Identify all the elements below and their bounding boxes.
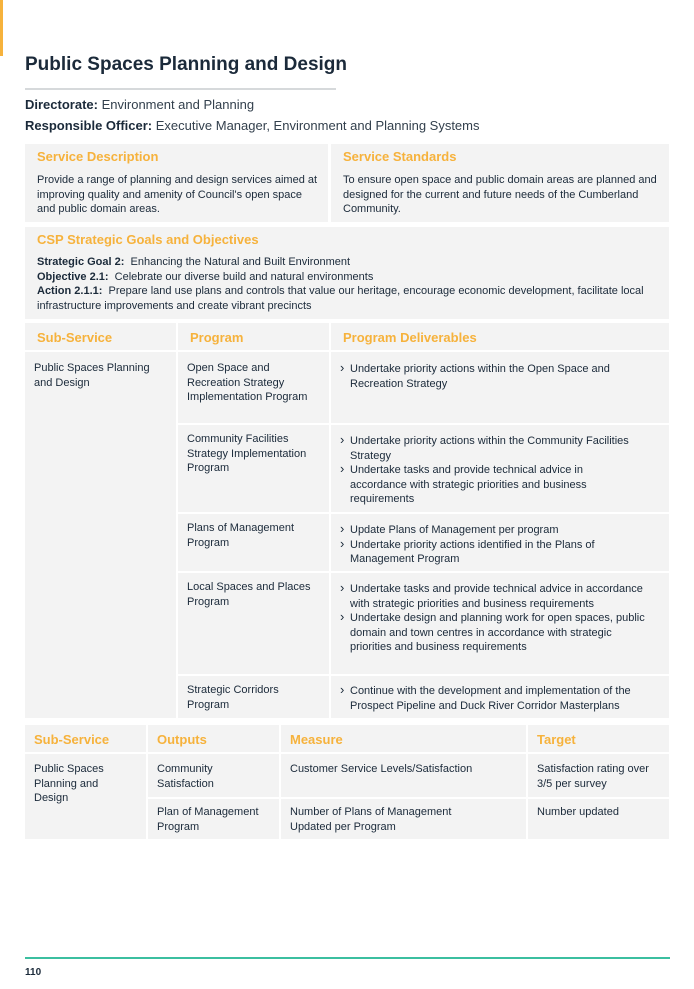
csp-body <box>37 255 657 313</box>
measures-table-subservice-cell <box>25 754 146 839</box>
measures-table-header-measure <box>281 725 526 752</box>
measures-table-header-subservice <box>25 725 146 752</box>
service-standards-heading: Service Standards <box>343 149 457 164</box>
objective-label: Objective 2.1: <box>37 270 109 283</box>
program-table-subservice-cell <box>25 352 176 718</box>
officer-line <box>25 118 480 133</box>
program-table-header-subservice <box>25 323 176 350</box>
output-text: Plan of Management Program <box>157 806 259 833</box>
strategic-goal-line <box>37 255 657 270</box>
program-text: Strategic Corridors Program <box>187 684 279 711</box>
service-standards-panel <box>331 144 669 222</box>
output-text: Community Satisfaction <box>157 763 214 790</box>
service-standards-text: To ensure open space and public domain areas are planned and designed for the current and future needs of the Cumberland Community. <box>343 174 657 215</box>
target-text: Satisfaction rating over 3/5 per survey <box>537 763 649 790</box>
list-item: › Update Plans of Management per program <box>340 523 630 538</box>
deliverables-list <box>340 434 630 507</box>
footer-divider <box>25 957 670 959</box>
program-table-header-deliverables <box>331 323 669 350</box>
csp-panel <box>25 227 669 319</box>
program-text: Local Spaces and Places Program <box>187 581 311 608</box>
header-label: Measure <box>290 732 343 747</box>
service-description-panel <box>25 144 328 222</box>
table-row-deliverables <box>331 425 669 512</box>
officer-value: Executive Manager, Environment and Planning Systems <box>155 118 480 133</box>
strategic-goal-text: Enhancing the Natural and Built Environment <box>130 256 351 268</box>
title-divider <box>25 88 336 90</box>
table-row-target <box>528 799 669 839</box>
list-item: › Undertake tasks and provide technical advice in accordance with strategic priorities and business requirements <box>340 582 650 611</box>
list-item: › Undertake tasks and provide technical advice in accordance with strategic priorities and business requirements <box>340 463 630 507</box>
header-label: Sub-Service <box>37 330 113 345</box>
header-label: Sub-Service <box>34 732 110 747</box>
deliverables-list <box>340 362 655 391</box>
strategic-goal-label: Strategic Goal 2: <box>37 256 125 268</box>
program-text: Community Facilities Strategy Implementation Program <box>187 433 307 474</box>
subservice-text: Public Spaces Planning and Design <box>34 763 104 804</box>
deliverables-list <box>340 523 630 567</box>
service-description-heading: Service Description <box>37 149 159 164</box>
subservice-text: Public Spaces Planning and Design <box>34 362 150 389</box>
table-row-deliverables <box>331 352 669 423</box>
accent-tab <box>0 0 3 56</box>
measure-text: Customer Service Levels/Satisfaction <box>290 763 473 775</box>
target-text: Number updated <box>537 806 619 818</box>
objective-text: Celebrate our diverse build and natural environments <box>114 270 374 283</box>
directorate-line <box>25 97 254 112</box>
header-label: Program <box>190 330 244 345</box>
page-title: Public Spaces Planning and Design <box>25 54 348 75</box>
table-row-deliverables <box>331 676 669 718</box>
table-row-deliverables <box>331 573 669 674</box>
measures-table-header-outputs <box>148 725 279 752</box>
directorate-label: Directorate: <box>25 97 98 112</box>
table-row-program <box>178 573 329 674</box>
program-text: Plans of Management Program <box>187 522 295 549</box>
table-row-program <box>178 514 329 571</box>
deliverables-list <box>340 684 665 713</box>
program-table-header-program <box>178 323 329 350</box>
header-label: Program Deliverables <box>343 330 477 345</box>
measures-table-header-target <box>528 725 669 752</box>
deliverables-list <box>340 582 650 655</box>
objective-line <box>37 270 657 285</box>
officer-label: Responsible Officer: <box>25 118 153 133</box>
table-row-output <box>148 754 279 797</box>
list-item: › Continue with the development and implementation of the Prospect Pipeline and Duck River Corridor Masterplans <box>340 684 665 713</box>
service-description-text: Provide a range of planning and design services aimed at improving quality and amenity of Council's open space and public domain areas. <box>37 174 318 215</box>
directorate-value: Environment and Planning <box>101 97 255 112</box>
list-item: › Undertake priority actions within the Community Facilities Strategy <box>340 434 630 463</box>
list-item: › Undertake priority actions identified in the Plans of Management Program <box>340 538 630 567</box>
table-row-program <box>178 676 329 718</box>
header-label: Target <box>537 732 576 747</box>
csp-heading: CSP Strategic Goals and Objectives <box>37 232 259 247</box>
table-row-output <box>148 799 279 839</box>
table-row-measure <box>281 799 526 839</box>
header-label: Outputs <box>157 732 207 747</box>
measure-text: Number of Plans of Management Updated per Program <box>290 806 452 833</box>
table-row-program <box>178 352 329 423</box>
table-row-deliverables <box>331 514 669 571</box>
table-row-measure <box>281 754 526 797</box>
list-item: › Undertake priority actions within the Open Space and Recreation Strategy <box>340 362 655 391</box>
action-line <box>37 284 657 313</box>
table-row-program <box>178 425 329 512</box>
action-label: Action 2.1.1: <box>37 285 103 297</box>
list-item: › Undertake design and planning work for open spaces, public domain and town centres in accordance with strategic priorities and business requirements <box>340 611 650 655</box>
action-text: Prepare land use plans and controls that value our heritage, encourage economic development, facilitate local infrastructure improvements and create vibrant precincts <box>37 285 644 312</box>
page-number: 110 <box>25 967 42 978</box>
table-row-target <box>528 754 669 797</box>
program-text: Open Space and Recreation Strategy Implementation Program <box>187 362 308 403</box>
